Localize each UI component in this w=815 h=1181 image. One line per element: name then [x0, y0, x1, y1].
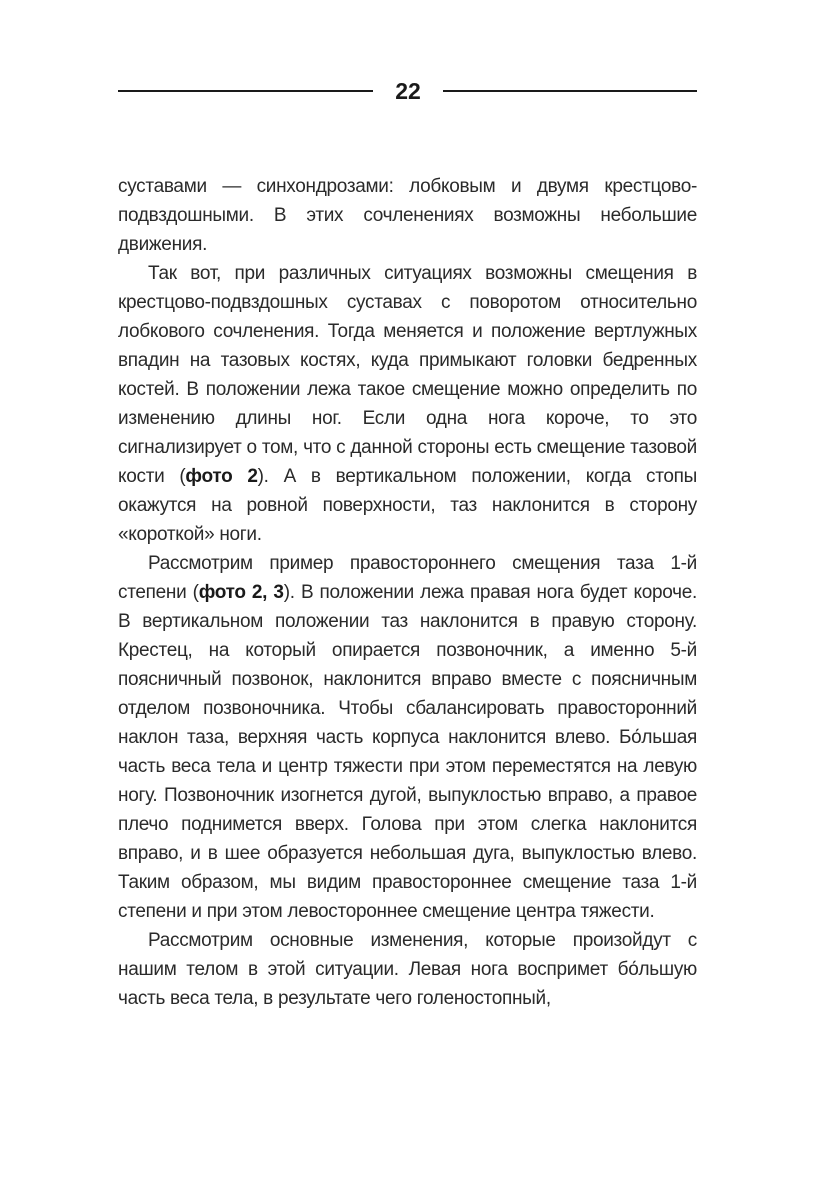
paragraph-3-text-b: ). В положении лежа правая нога будет короче. В вертикальном положении таз наклонится в правую сторону. Крестец, на который опирается позвоночник, а именно 5-й поясничный позвонок, наклонится вправо вместе с поясничным отделом позвоночника. Чтобы сбалансировать правосторонний наклон таза, верхняя часть корпуса наклонится влево. Бо́льшая часть веса тела и центр тяжести при этом переместятся на левую ногу. Позвоночник изогнется дугой, выпуклостью вправо, а правое плечо поднимется вверх. Голова при этом слегка наклонится вправо, и в шее образуется небольшая дуга, выпуклостью влево. Таким образом, мы видим правостороннее смещение таза 1-й степени и при этом левостороннее смещение центра тяжести. — [118, 582, 697, 922]
paragraph-2 — [118, 259, 697, 549]
header-rule-left — [118, 90, 373, 92]
paragraph-2-text-a: Так вот, при различных ситуациях возможны смещения в крестцово-подвздошных суставах с поворотом относительно лобкового сочленения. Тогда меняется и положение вертлужных впадин на тазовых костях, куда примыкают головки бедренных костей. В положении лежа такое смещение можно определить по изменению длины ног. Если одна нога короче, то это сигнализирует о том, что с данной стороны есть смещение тазовой кости ( — [118, 263, 697, 487]
page-header — [118, 74, 697, 108]
page-number: 22 — [395, 78, 421, 104]
paragraph-3-text-a: Рассмотрим пример правостороннего смещения таза 1-й степени ( — [118, 553, 697, 603]
photo-reference: фото 2, 3 — [198, 582, 284, 603]
paragraph-1-text: суставами — синхондрозами: лобковым и двумя крестцово-подвздошными. В этих сочленениях возможны небольшие движения. — [118, 176, 697, 255]
header-rule-right — [443, 90, 697, 92]
body-text — [118, 172, 697, 1013]
photo-reference: фото 2 — [185, 466, 258, 487]
paragraph-4 — [118, 926, 697, 1013]
paragraph-1 — [118, 172, 697, 259]
paragraph-4-text: Рассмотрим основные изменения, которые произойдут с нашим телом в этой ситуации. Левая нога воспримет бо́льшую часть веса тела, в результате чего голеностопный, — [118, 930, 697, 1009]
paragraph-2-text-b: ). А в вертикальном положении, когда стопы окажутся на ровной поверхности, таз наклонится в сторону «короткой» ноги. — [118, 466, 697, 545]
paragraph-3 — [118, 549, 697, 926]
